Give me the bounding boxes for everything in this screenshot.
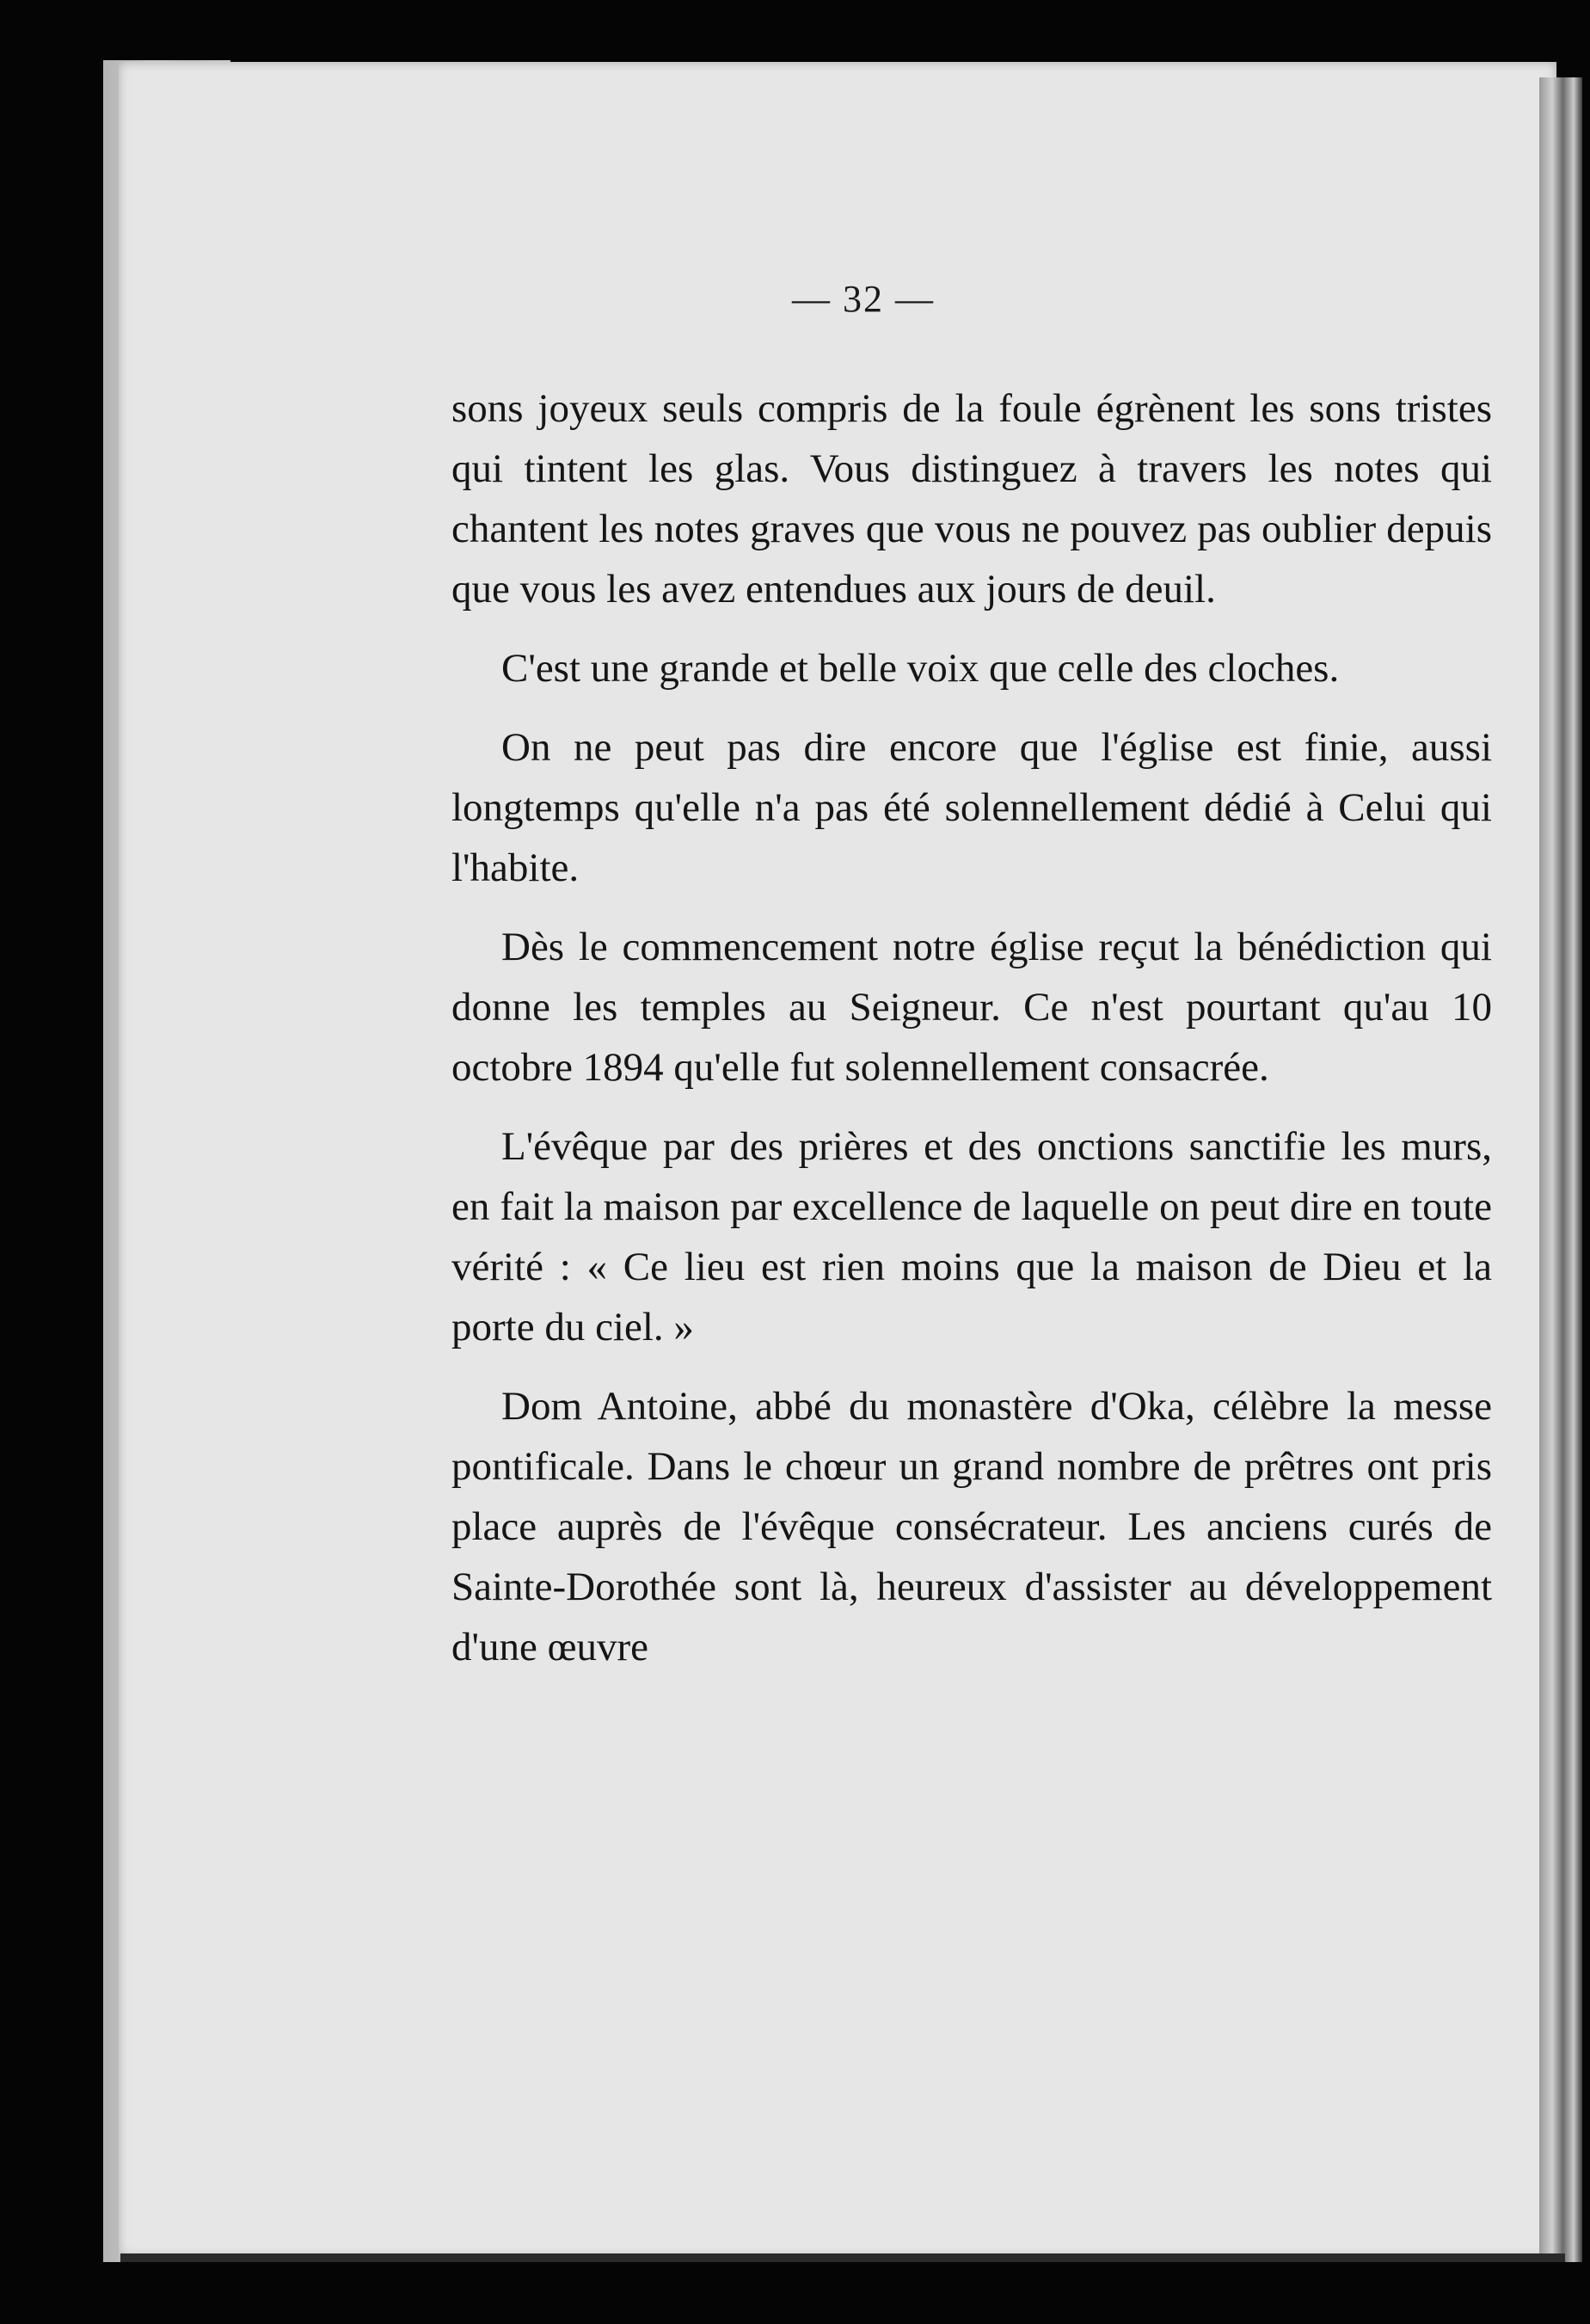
paragraph-continuation: sons joyeux seuls compris de la foule égrènent les sons tristes qui tintent les glas. Vous distinguez à travers les notes qui chantent les notes graves que vous ne pouvez pas oublier depuis que vous les avez entendues aux jours de deuil. <box>451 386 1492 612</box>
page-bottom-edge <box>120 2253 1565 2262</box>
paragraph-eglise-finie: On ne peut pas dire encore que l'église est finie, aussi longtemps qu'elle n'a pas été solennellement dédié à Celui qui l'habite. <box>451 725 1492 890</box>
page-number: — 32 — <box>792 278 935 320</box>
paragraph-dom-antoine: Dom Antoine, abbé du monastère d'Oka, célèbre la messe pontificale. Dans le chœur un grand nombre de prêtres ont pris place auprès de l'évêque consécrateur. Les anciens curés de Sainte-Dorothée sont là, heureux d'assister au développement d'une œuvre <box>451 1384 1492 1669</box>
paragraph-benediction: Dès le commencement notre église reçut la bénédiction qui donne les temples au Seigneur. Ce n'est pourtant qu'au 10 octobre 1894 qu'elle fut solennellement consacrée. <box>451 925 1492 1090</box>
page-fore-edge <box>1539 77 1582 2262</box>
body-text <box>451 378 1492 1696</box>
paragraph-eveque: L'évêque par des prières et des onctions sanctifie les murs, en fait la maison par excellence de laquelle on peut dire en toute vérité : « Ce lieu est rien moins que la maison de Dieu et la porte du ciel. » <box>451 1124 1492 1350</box>
paragraph-cloches: C'est une grande et belle voix que celle des cloches. <box>501 646 1340 691</box>
